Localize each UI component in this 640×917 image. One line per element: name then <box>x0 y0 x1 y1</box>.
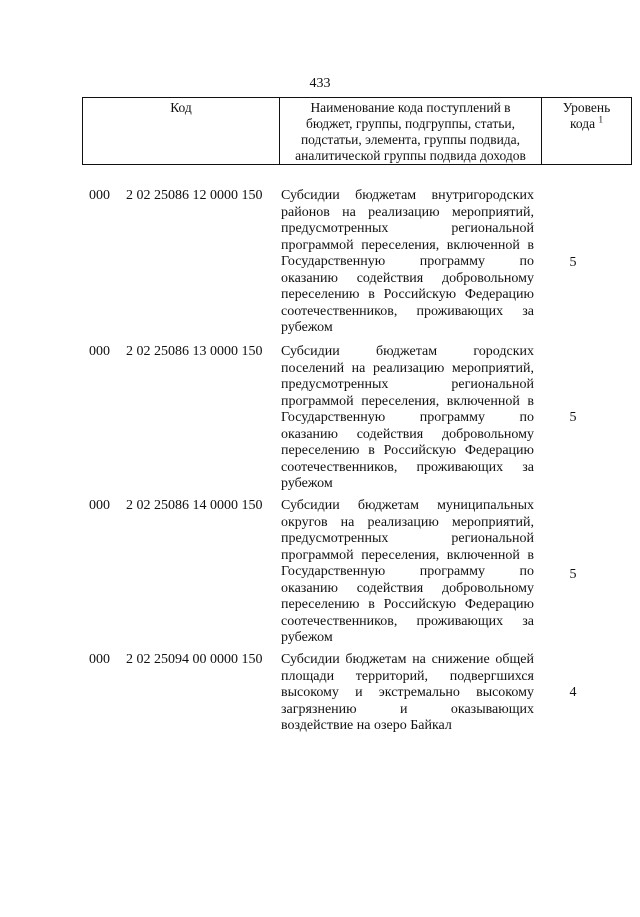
table-header <box>82 97 632 165</box>
header-level: Уровень кода $^1$ <box>542 98 632 165</box>
page-number: 433 <box>309 76 331 91</box>
row-name: Субсидии бюджетам на снижение общей площади территорий, подвергшихся высокому и экстремально высокому загрязнению и оказывающих воздействие на озеро Байкал <box>281 652 534 733</box>
row-prefix: 000 <box>89 498 110 513</box>
row-code: 2 02 25094 00 0000 150 <box>126 652 263 667</box>
table-row <box>0 498 640 652</box>
row-prefix: 000 <box>89 344 110 359</box>
row-code: 2 02 25086 12 0000 150 <box>126 188 263 203</box>
row-prefix: 000 <box>89 652 110 667</box>
row-level: 5 <box>569 255 577 270</box>
row-code: 2 02 25086 14 0000 150 <box>126 498 263 513</box>
row-level: 4 <box>569 685 577 700</box>
table-row <box>0 344 640 498</box>
header-name: Наименование кода поступлений в бюджет, группы, подгруппы, статьи, подстатьи, элемента, группы подвида, аналитической группы подвида доходов <box>280 98 542 165</box>
income-code-list <box>0 188 640 742</box>
row-level: 5 <box>569 410 577 425</box>
header-code: Код <box>83 98 280 165</box>
table-row <box>0 188 640 344</box>
row-level: 5 <box>569 567 577 582</box>
table-row <box>0 652 640 742</box>
footnote-marker: 1 <box>598 114 603 125</box>
row-name: Субсидии бюджетам муниципальных округов на реализацию мероприятий, предусмотренных региональной программой переселения, включенной в Государственную программу по оказанию содействия добровольному переселению в Российскую Федерацию соотечественников, проживающих за рубежом <box>281 498 534 645</box>
row-code: 2 02 25086 13 0000 150 <box>126 344 263 359</box>
row-name: Субсидии бюджетам внутригородских районов на реализацию мероприятий, предусмотренных региональной программой переселения, включенной в Государственную программу по оказанию содействия добровольному переселению в Российскую Федерацию соотечественников, проживающих за рубежом <box>281 188 534 335</box>
row-prefix: 000 <box>89 188 110 203</box>
row-name: Субсидии бюджетам городских поселений на реализацию мероприятий, предусмотренных региональной программой переселения, включенной в Государственную программу по оказанию содействия добровольному переселению в Российскую Федерацию соотечественников, проживающих за рубежом <box>281 344 534 491</box>
